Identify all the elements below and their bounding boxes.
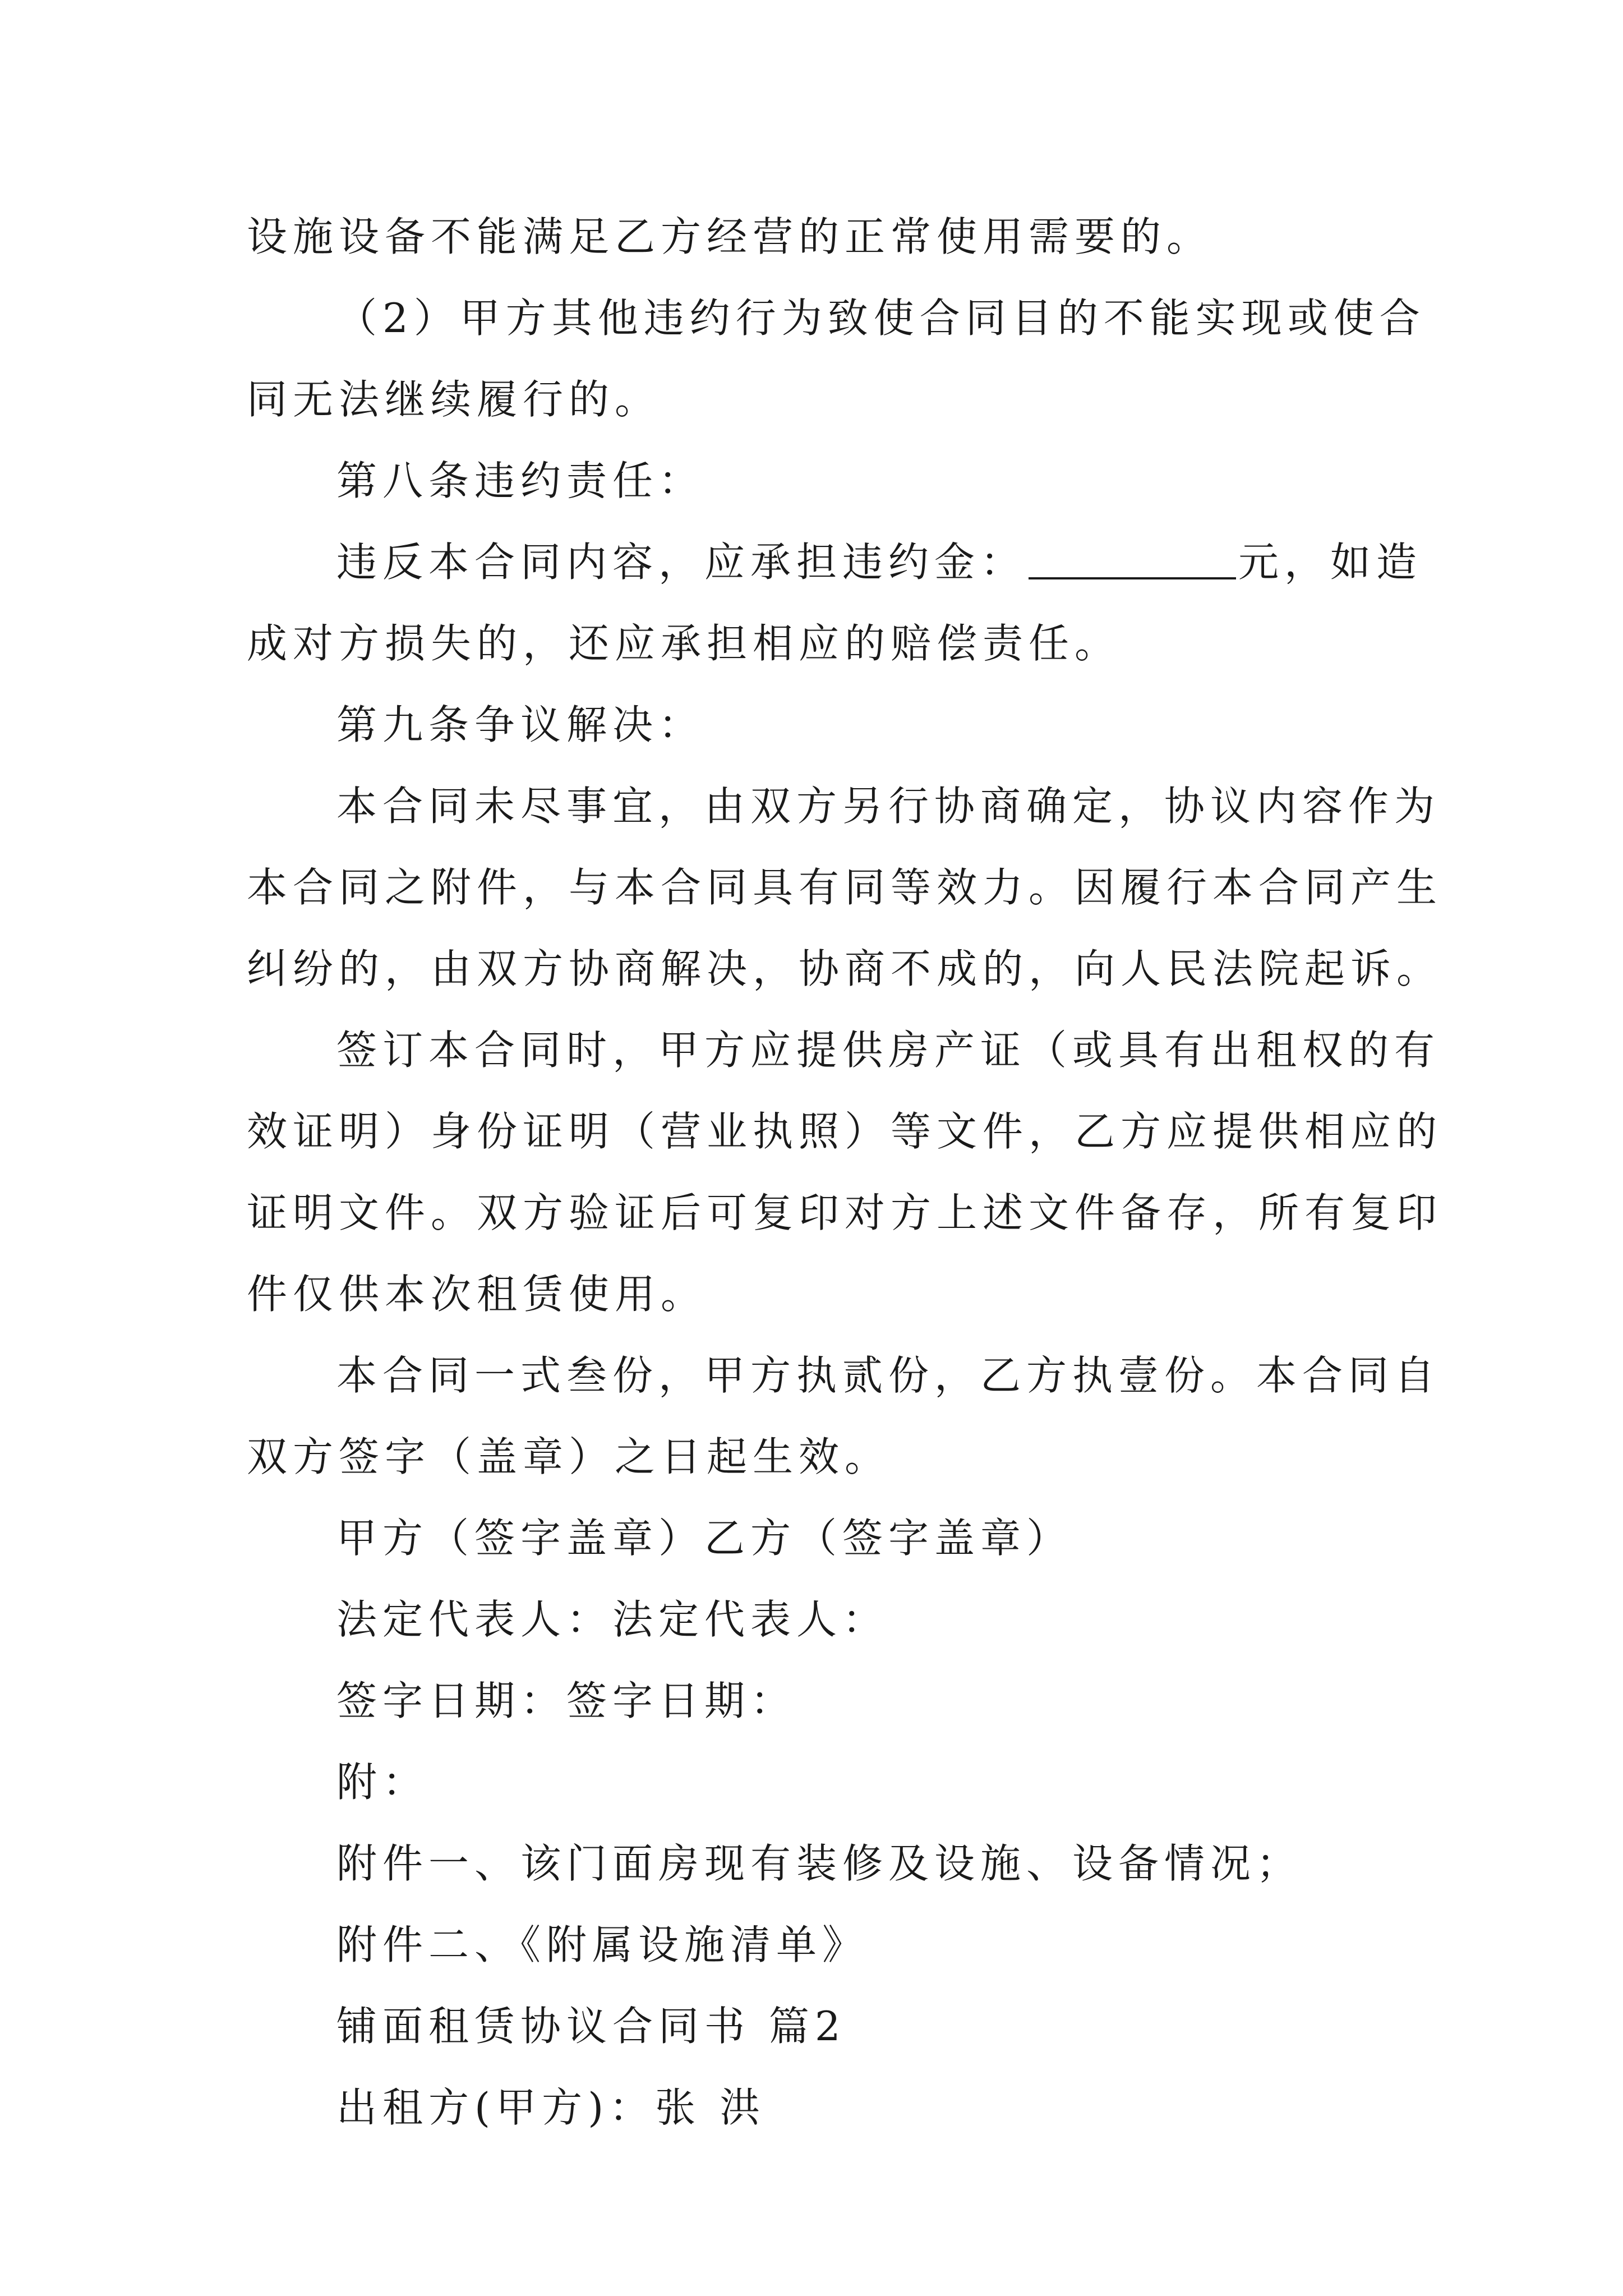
representative-line: 法定代表人：法定代表人： xyxy=(336,1596,889,1643)
paragraph-line: 成对方损失的，还应承担相应的赔偿责任。 xyxy=(247,620,1121,667)
appendix-item: 附件二、《附属设施清单》 xyxy=(336,1921,869,1968)
paragraph-line: 效证明）身份证明（营业执照）等文件，乙方应提供相应的 xyxy=(247,1108,1443,1155)
signing-date-line: 签字日期：签字日期： xyxy=(336,1677,797,1724)
paragraph-line: 证明文件。双方验证后可复印对方上述文件备存，所有复印 xyxy=(247,1189,1443,1236)
paragraph-line: 纠纷的，由双方协商解决，协商不成的，向人民法院起诉。 xyxy=(247,945,1443,992)
section-heading: 第九条争议解决： xyxy=(336,701,705,748)
paragraph-line: 设施设备不能满足乙方经营的正常使用需要的。 xyxy=(247,213,1213,260)
paragraph-line: 同无法继续履行的。 xyxy=(247,376,661,423)
paragraph-line: 本合同一式叁份，甲方执贰份，乙方执壹份。本合同自 xyxy=(336,1352,1441,1399)
paragraph-line: 本合同之附件，与本合同具有同等效力。因履行本合同产生 xyxy=(247,864,1443,911)
paragraph-line: （2）甲方其他违约行为致使合同目的不能实现或使合 xyxy=(336,295,1426,342)
section-heading: 第八条违约责任： xyxy=(336,457,705,504)
penalty-text-continued: 元，如造 xyxy=(1238,539,1423,586)
paragraph-line: 签订本合同时，甲方应提供房产证（或具有出租权的有 xyxy=(336,1027,1441,1074)
penalty-amount-blank xyxy=(1029,532,1236,579)
document-body xyxy=(247,196,1443,2148)
contract-title: 铺面租赁协议合同书 篇2 xyxy=(336,2003,846,2050)
penalty-text: 违反本合同内容，应承担违约金： xyxy=(336,539,1027,586)
paragraph-line: 本合同未尽事宜，由双方另行协商确定，协议内容作为 xyxy=(336,783,1441,830)
paragraph-line: 双方签字（盖章）之日起生效。 xyxy=(247,1433,891,1480)
paragraph-line xyxy=(247,522,1423,603)
appendix-item: 附件一、该门面房现有装修及设施、设备情况； xyxy=(336,1840,1303,1887)
lessor-line: 出租方(甲方)：张 洪 xyxy=(336,2084,766,2131)
appendix-heading: 附： xyxy=(336,1759,429,1806)
paragraph-line: 件仅供本次租赁使用。 xyxy=(247,1271,707,1318)
signature-line: 甲方（签字盖章）乙方（签字盖章） xyxy=(336,1515,1073,1562)
